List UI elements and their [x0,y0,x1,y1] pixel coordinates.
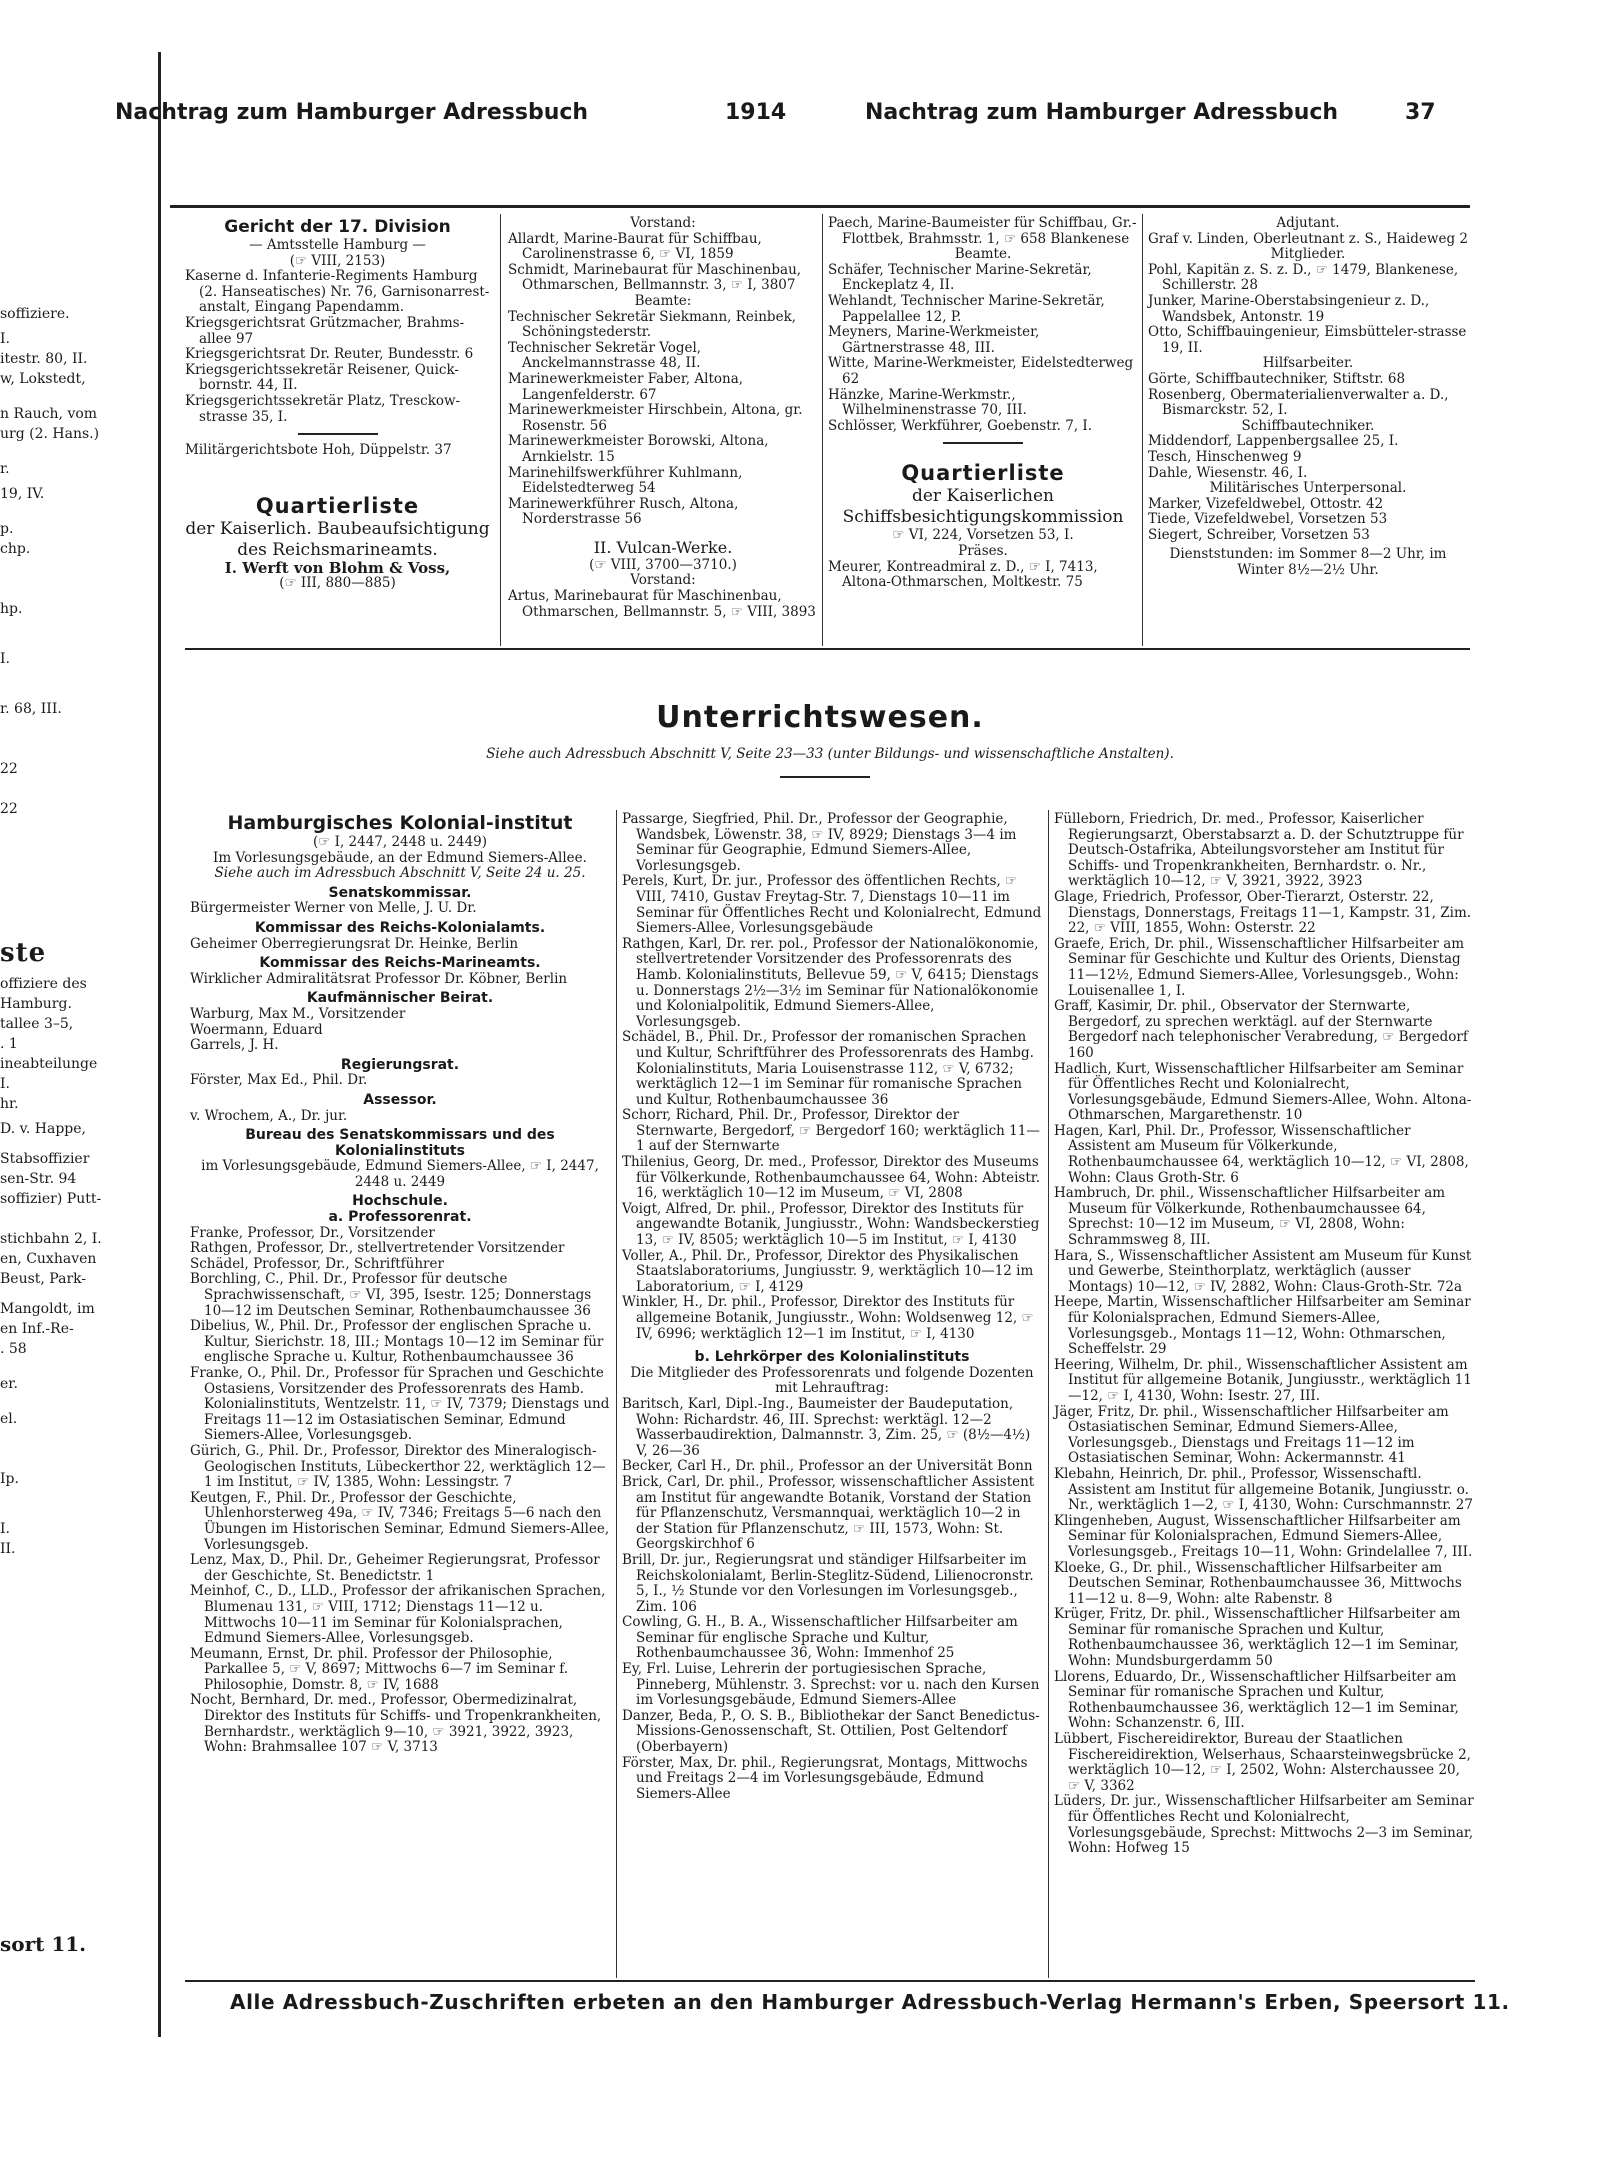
left-strip-fragment: . 1 [0,1036,18,1052]
entry: Krüger, Fritz, Dr. phil., Wissenschaftlicher Hilfsarbeiter am Seminar für romanische Sprachen und Kultur, Rothenbaumchaussee 36, werktäglich 12—1 im Seminar, Wohn: Mundsburgerdamm 50 [1054,1606,1461,1670]
entry: Kriegsgerichtsrat Dr. Reuter, Bundesstr. 6 [185,346,474,363]
top-column-1 [185,216,490,592]
entry: Meurer, Kontreadmiral z. D., ☞ I, 7413, Altona-Othmarschen, Moltkestr. 75 [828,558,1098,591]
institute-reference: Siehe auch im Adressbuch Abschnitt V, Seite 24 u. 25. [214,865,586,882]
entry: Tiede, Vizefeldwebel, Vorsetzen 53 [1148,511,1388,528]
column-separator [1048,810,1049,1978]
entry: Witte, Marine-Werkmeister, Eidelstedterweg 62 [828,355,1134,387]
entry: Marinehilfswerkführer Kuhlmann, Eidelstedterweg 54 [508,464,743,497]
label: Hilfsarbeiter. [1262,355,1354,372]
entry: Graf v. Linden, Oberleutnant z. S., Haideweg 2 [1148,230,1468,247]
entry: Marker, Vizefeldwebel, Ottostr. 42 [1148,495,1384,512]
divider [943,442,1023,444]
top-column-2 [508,216,818,620]
subheading: Kommissar des Reichs-Marineamts. [259,955,541,972]
left-strip-fragment: soffiziere. [0,306,70,322]
entry: Förster, Max, Dr. phil., Regierungsrat, Montags, Mittwochs und Freitags 2—4 im Vorlesungsgebäude, Edmund Siemers-Allee [622,1754,1028,1802]
header-year: 1914 [725,100,787,125]
entry: Geheimer Oberregierungsrat Dr. Heinke, Berlin [190,935,519,952]
subheading: Senatskommissar. [328,884,472,901]
left-strip-fragment: sort 11. [0,1932,87,1956]
entry: Meinhof, C., D., LLD., Professor der afrikanischen Sprachen, Blumenau 131, ☞ VIII, 1712; Dienstags 11—12 u. Mittwochs 10—11 im Seminar für Kolonialsprachen, Edmund Siemers-Allee, Vorlesungsgeb. [190,1583,606,1647]
entry: Paech, Marine-Baumeister für Schiffbau, Gr.-Flottbek, Brahmsstr. 1, ☞ 658 Blankenese [828,215,1137,247]
entry: Winkler, H., Dr. phil., Professor, Direktor des Instituts für allgemeine Botanik, Jungiusstr., Wohn: Woldsenweg 12, ☞ IV, 6996; werktäglich 12—1 im Institut, ☞ I, 4130 [622,1294,1034,1342]
entry: Technischer Sekretär Vogel, Anckelmannstrasse 48, II. [508,339,702,372]
label: Präses. [958,542,1008,559]
label: Beamte. [954,246,1012,263]
entry: Technischer Sekretär Siekmann, Reinbek, Schöningstederstr. [508,308,797,341]
entry: Klingenheben, August, Wissenschaftlicher Hilfsarbeiter am Seminar für Kolonialsprachen, Edmund Siemers-Allee, Vorlesungsgeb., Freitags 10—11, Wohn: Grindelallee 7, III. [1054,1512,1473,1560]
subheading: b. Lehrkörper des Kolonialinstituts [694,1349,970,1366]
entry: Marinewerkführer Rusch, Altona, Norderstrasse 56 [508,495,739,528]
entry: Marinewerkmeister Borowski, Altona, Arnkielstr. 15 [508,433,769,465]
bottom-column-1 [190,812,610,1756]
title-divider [780,776,870,778]
entry: Klebahn, Heinrich, Dr. phil., Professor, Wissenschaftl. Assistent am Institut für allgemeine Botanik, Jungiusstr. o. Nr., werktäglich 1—2, ☞ I, 4130, Wohn: Curschmannstr. 27 [1054,1465,1473,1514]
subheading: Kommissar des Reichs-Kolonialamts. [254,919,546,936]
left-strip-fragment: tallee 3–5, [0,1016,74,1032]
left-strip-fragment: 19, IV. [0,486,45,502]
section-title: Unterrichtswesen. [656,700,984,735]
entry: Otto, Schiffbauingenieur, Eimsbütteler-strasse 19, II. [1148,324,1467,356]
entry: Perels, Kurt, Dr. jur., Professor des öffentlichen Rechts, ☞ VIII, 7410, Gustav Freytag-Str. 7, Dienstags 10—11 im Seminar für Öffentliches Recht und Kolonialrecht, Edmund Siemers-Allee, Vorlesungsgebäude [622,873,1042,937]
entry: Militärgerichtsbote Hoh, Düppelstr. 37 [185,442,452,459]
left-strip-fragment: Stabsoffizier [0,1151,90,1167]
entry: Meyners, Marine-Werkmeister, Gärtnerstrasse 48, III. [828,324,1040,356]
header-page-number: 37 [1405,100,1436,125]
top-column-3 [828,216,1138,591]
entry: Junker, Marine-Oberstabsingenieur z. D., Wandsbek, Antonstr. 19 [1148,292,1430,325]
left-strip-fragment: itestr. 80, II. [0,351,88,367]
entry: Hara, S., Wissenschaftlicher Assistent am Museum für Kunst und Gewerbe, Steinthorplatz, werktäglich (ausser Montags) 10—12, ☞ IV, 2882, Wohn: Claus-Groth-Str. 72a [1054,1247,1472,1295]
entry: Warburg, Max M., Vorsitzender [190,1005,406,1022]
werft-phone: (☞ III, 880—885) [279,575,396,592]
header-right: Nachtrag zum Hamburger Adressbuch [865,100,1339,125]
left-strip-fragment: en, Cuxhaven [0,1251,97,1267]
left-strip-fragment: I. [0,1521,10,1537]
entry: Becker, Carl H., Dr. phil., Professor an der Universität Bonn [622,1458,1033,1475]
footer-notice: Alle Adressbuch-Zuschriften erbeten an den Hamburger Adressbuch-Verlag Hermann's Erben, Speersort 11. [230,1990,1510,2014]
column-separator [500,214,501,646]
entry: Hagen, Karl, Phil. Dr., Professor, Wissenschaftlicher Assistent am Museum für Völkerkunde, Rothenbaumchaussee 64, werktäglich 10—12, ☞ VI, 2808, Wohn: Claus Groth-Str. 6 [1054,1122,1469,1186]
label: Vorstand: [630,572,696,589]
entry: Schäfer, Technischer Marine-Sekretär, Enckeplatz 4, II. [828,261,1092,294]
left-strip-fragment: I. [0,331,10,347]
column-separator [616,810,617,1978]
entry: Gürich, G., Phil. Dr., Professor, Direktor des Mineralogisch-Geologischen Instituts, Lübeckerthor 22, werktäglich 12—1 im Institut, ☞ IV, 1385, Wohn: Lessingstr. 7 [190,1442,606,1491]
entry: Siegert, Schreiber, Vorsetzen 53 [1148,526,1370,543]
column-separator [822,214,823,646]
court-phone: (☞ VIII, 2153) [289,252,386,269]
entry: Glage, Friedrich, Professor, Ober-Tierarzt, Osterstr. 22, Dienstags, Donnerstags, Freitags 11—1, Kampstr. 31, Zim. 22, ☞ VIII, 1855, Wohn: Osterstr. 22 [1054,888,1472,937]
entry: Marinewerkmeister Hirschbein, Altona, gr. Rosenstr. 56 [508,402,803,434]
entry: Meumann, Ernst, Dr. phil. Professor der Philosophie, Parkallee 5, ☞ V, 8697; Mittwochs 6—7 im Seminar f. Philosophie, Domstr. 8, ☞ IV, 1688 [190,1645,569,1693]
entry: Woermann, Eduard [190,1021,323,1038]
quartierliste-subheading: der Kaiserlich. Baubeaufsichtigung des Reichsmarineamts. [185,518,490,560]
divider [298,433,378,435]
left-strip-fragment: 22 [0,801,18,817]
subheading: Kaufmännischer Beirat. [306,990,494,1007]
entry: Brick, Carl, Dr. phil., Professor, wissenschaftlicher Assistent am Institut für angewandte Botanik, Vorstand der Station für Pflanzenschutz, Versmannquai, werktäglich 10—2 in der Station für Pflanzenschutz, ☞ III, 1573, Wohn: St. Georgskirchhof 6 [622,1473,1035,1553]
label: Schiffbautechniker. [1241,417,1375,434]
header-left: Nachtrag zum Hamburger Adressbuch [115,100,589,125]
quartierliste-heading-1: Quartierliste [255,493,420,518]
entry: Thilenius, Georg, Dr. med., Professor, Direktor des Museums für Völkerkunde, Rothenbaumchaussee 64, Wohn: Abteistr. 16, werktäglich 10—12 im Museum, ☞ VI, 2808 [622,1154,1041,1202]
entry: v. Wrochem, A., Dr. jur. [190,1107,348,1124]
entry: Dahle, Wiesenstr. 46, I. [1148,464,1308,481]
entry: Kriegsgerichtsrat Grützmacher, Brahms-allee 97 [185,314,465,347]
left-strip-fragment: I. [0,1076,10,1092]
left-strip-fragment: r. 68, III. [0,701,62,717]
left-strip-fragment: urg (2. Hans.) [0,426,100,442]
court-heading: Gericht der 17. Division [224,217,451,237]
office-hours: Dienststunden: im Sommer 8—2 Uhr, im Winter 8½—2½ Uhr. [1169,546,1447,579]
entry: Kriegsgerichtssekretär Platz, Tresckow-strasse 35, I. [185,392,461,425]
entry: Kriegsgerichtssekretär Reisener, Quick-bornstr. 44, II. [185,361,459,394]
section-subtitle: Siehe auch Adressbuch Abschnitt V, Seite 23—33 (unter Bildungs- und wissenschaftliche Anstalten). [486,746,1174,762]
entry: Hambruch, Dr. phil., Wissenschaftlicher Hilfsarbeiter am Museum für Völkerkunde, Rothenbaumchaussee 64, Sprechst: 10—12 im Museum, ☞ VI, 2808, Wohn: Schrammsweg 8, III. [1054,1185,1446,1249]
left-strip-fragment: Ip. [0,1471,19,1487]
entry: Lenz, Max, D., Phil. Dr., Geheimer Regierungsrat, Professor der Geschichte, St. Benedictstr. 1 [190,1552,600,1584]
bottom-column-3 [1054,812,1474,1857]
entry: Franke, Professor, Dr., Vorsitzender [190,1224,435,1241]
left-page-strip [0,60,150,2040]
entry: Hadlich, Kurt, Wissenschaftlicher Hilfsarbeiter am Seminar für Öffentliches Recht und Kolonialrecht, Vorlesungsgebäude, Edmund Siemers-Allee, Wohn. Altona-Othmarschen, Margarethenstr. 10 [1054,1060,1472,1124]
left-strip-fragment: n Rauch, vom [0,406,98,422]
entry: Llorens, Eduardo, Dr., Wissenschaftlicher Hilfsarbeiter am Seminar für romanische Sprachen und Kultur, Rothenbaumchaussee 36, werktäglich 12—1 im Seminar, Wohn: Schanzenstr. 6, III. [1054,1668,1459,1732]
entry: Ey, Frl. Luise, Lehrerin der portugiesischen Sprache, Pinneberg, Mühlenstr. 3. Sprechst: vor u. nach den Kursen im Vorlesungsgebäude, Edmund Siemers-Allee [622,1661,1040,1709]
entry: Nocht, Bernhard, Dr. med., Professor, Obermedizinalrat, Direktor des Instituts für Schiffs- und Tropenkrankheiten, Bernhardstr., werktäglich 9—10, ☞ 3921, 3922, 3923, Wohn: Brahmsallee 107 ☞ V, 3713 [190,1692,602,1756]
entry: Dibelius, W., Phil. Dr., Professor der englischen Sprache u. Kultur, Sierichstr. 18, III.; Montags 10—12 im Seminar für englische Sprache u. Kultur, Rothenbaumchaussee 36 [190,1318,604,1366]
left-strip-fragment: sen-Str. 94 [0,1171,77,1187]
entry: Jäger, Fritz, Dr. phil., Wissenschaftlicher Hilfsarbeiter am Ostasiatischen Seminar, Edmund Siemers-Allee, Vorlesungsgeb., Dienstags und Freitags 11—12 im Ostasiatischen Seminar, Wohn: Ackermannstr. 41 [1054,1403,1449,1467]
entry: Artus, Marinebaurat für Maschinenbau, Othmarschen, Bellmannstr. 5, ☞ VIII, 3893 [508,588,816,620]
entry: Bürgermeister Werner von Melle, J. U. Dr. [190,900,477,917]
commission-phone: ☞ VI, 224, Vorsetzen 53, I. [892,527,1074,544]
left-strip-fragment: I. [0,651,10,667]
left-strip-fragment: soffizier) Putt- [0,1191,102,1207]
subheading: Hochschule. [352,1193,448,1210]
entry: Baritsch, Karl, Dipl.-Ing., Baumeister der Baudeputation, Wohn: Richardstr. 46, III. Sprechst: werktägl. 12—2 Wasserbaudirektion, Dalmannstr. 3, Zim. 25, ☞ (8½—4½) V, 26—36 [622,1395,1031,1459]
quartierliste-subheading: der Kaiserlichen Schiffsbesichtigungskommission [842,486,1124,528]
entry: im Vorlesungsgebäude, Edmund Siemers-Allee, ☞ I, 2447, 2448 u. 2449 [201,1158,599,1190]
top-column-4 [1148,216,1468,579]
entry: Rathgen, Professor, Dr., stellvertretender Vorsitzender [190,1240,565,1257]
left-strip-fragment: w, Lokstedt, [0,371,86,387]
court-subheading: — Amtsstelle Hamburg — [249,237,426,253]
left-strip-fragment: II. [0,1541,16,1557]
entry: Allardt, Marine-Baurat für Schiffbau, Carolinenstrasse 6, ☞ VI, 1859 [508,230,762,263]
quartierliste-heading-2: Quartierliste [901,461,1065,486]
subheading: Bureau des Senatskommissars und des Kolonialinstituts [245,1127,555,1159]
label: Militärisches Unterpersonal. [1209,480,1407,497]
left-strip-fragment: stichbahn 2, I. [0,1231,102,1247]
label: Beamte: [634,292,692,309]
left-strip-fragment: offiziere des [0,976,87,992]
entry: Middendorf, Lappenbergsallee 25, I. [1148,433,1399,450]
entry: Keutgen, F., Phil. Dr., Professor der Geschichte, Uhlenhorsterweg 49a, ☞ IV, 7346; Freitags 5—6 nach den Übungen im Historischen Seminar, Edmund Siemers-Allee, Vorlesungsgeb. [190,1489,610,1553]
left-strip-fragment: ineabteilunge [0,1056,98,1072]
bottom-column-2 [622,812,1042,1802]
running-header [115,100,1440,140]
entry: Görte, Schiffbautechniker, Stiftstr. 68 [1148,370,1406,387]
entry: Marinewerkmeister Faber, Altona, Langenfelderstr. 67 [508,370,744,403]
entry: Kloeke, G., Dr. phil., Wissenschaftlicher Hilfsarbeiter am Deutschen Seminar, Rothenbaumchaussee 36, Mittwochs 11—12 u. 8—9, Wohn: alte Rabenstr. 8 [1054,1559,1462,1607]
entry: Brill, Dr. jur., Regierungsrat und ständiger Hilfsarbeiter im Reichskolonialamt, Berlin-Steglitz-Südend, Lilienocronstr. 5, I., ½ Stunde vor den Vorlesungen im Vorlesungsgeb., Zim. 106 [622,1551,1034,1615]
left-strip-fragment: Hamburg. [0,996,72,1012]
left-strip-fragment: D. v. Happe, [0,1121,86,1137]
subheading: Regierungsrat. [340,1056,460,1073]
top-section-rule [185,648,1470,650]
institute-location: Im Vorlesungsgebäude, an der Edmund Siemers-Allee. [213,849,587,866]
entry: Schädel, B., Phil. Dr., Professor der romanischen Sprachen und Kultur, Schriftführer des Professorenrats des Hambg. Kolonialinstituts, Maria Louisenstrasse 112, ☞ V, 6732; werktäglich 12—1 im Seminar für romanische Sprachen und Kultur, Rothenbaumchaussee 36 [622,1029,1034,1108]
intro-text: Die Mitglieder des Professorenrats und folgende Dozenten mit Lehrauftrag: [630,1364,1034,1397]
entry: Hänzke, Marine-Werkmstr., Wilhelminenstrasse 70, III. [828,386,1027,419]
entry: Kaserne d. Infanterie-Regiments Hamburg (2. Hanseatisches) Nr. 76, Garnisonarrest-anstalt, Eingang Papendamm. [185,268,490,316]
entry: Heering, Wilhelm, Dr. phil., Wissenschaftlicher Assistent am Institut für allgemeine Botanik, Jungiusstr., werktäglich 11—12, ☞ I, 4130, Wohn: Isestr. 27, III. [1054,1356,1472,1404]
entry: Pohl, Kapitän z. S. z. D., ☞ 1479, Blankenese, Schillerstr. 28 [1148,261,1459,294]
subheading: a. Professorenrat. [328,1209,472,1226]
entry: Wehlandt, Technischer Marine-Sekretär, Pappelallee 12, P. [828,292,1105,325]
page-gutter-line [158,52,161,2037]
vulcan-phone: (☞ VIII, 3700—3710.) [589,556,737,573]
entry: Franke, O., Phil. Dr., Professor für Sprachen und Geschichte Ostasiens, Vorsitzender des Professorenrats des Hamb. Kolonialinstituts, Wentzelstr. 11, ☞ IV, 7379; Dienstags und Freitags 11—12 im Ostasiatischen Seminar, Edmund Siemers-Allee, Vorlesungsgeb. [190,1365,610,1444]
entry: Rosenberg, Obermaterialienverwalter a. D., Bismarckstr. 52, I. [1148,386,1449,419]
left-strip-fragment: 22 [0,761,18,777]
entry: Voigt, Alfred, Dr. phil., Professor, Direktor des Instituts für angewandte Botanik, Jungiusstr., Wohn: Wandsbeckerstieg 13, ☞ IV, 8505; werktäglich 10—5 im Institut, ☞ I, 4130 [622,1200,1040,1249]
left-strip-fragment: el. [0,1411,18,1427]
left-strip-fragment: Mangoldt, im [0,1301,95,1317]
entry: Fülleborn, Friedrich, Dr. med., Professor, Kaiserlicher Regierungsarzt, Oberstabsarzt a. D. der Schutztruppe für Deutsch-Ostafrika, Abteilungsvorsteher am Institut für Schiffs- und Tropenkrankheiten, Bernhardstr. o. Nr., werktäglich 10—12, ☞ V, 3921, 3922, 3923 [1054,811,1464,890]
entry: Cowling, G. H., B. A., Wissenschaftlicher Hilfsarbeiter am Seminar für englische Sprache und Kultur, Rothenbaumchaussee 36, Wohn: Immenhof 25 [622,1614,1018,1662]
footer-rule [185,1980,1475,1982]
label: Adjutant. [1276,215,1340,231]
entry: Schlösser, Werkführer, Goebenstr. 7, I. [828,417,1093,434]
entry: Lübbert, Fischereidirektor, Bureau der Staatlichen Fischereidirektion, Welserhaus, Schaarsteinwegsbrücke 2, werktäglich 10—12, ☞ I, 2502, Wohn: Alsterchaussee 20, ☞ V, 3362 [1054,1731,1471,1794]
entry: Schorr, Richard, Phil. Dr., Professor, Direktor der Sternwarte, Bergedorf, ☞ Bergedorf 160; werktäglich 11—1 auf der Sternwarte [622,1107,1040,1155]
entry: Graefe, Erich, Dr. phil., Wissenschaftlicher Hilfsarbeiter am Seminar für Geschichte und Kultur des Orients, Dienstag 11—12½, Edmund Siemers-Allee, Vorlesungsgeb., Wohn: Louisenallee 1, I. [1054,935,1465,999]
label: Vorstand: [630,215,696,231]
vulcan-heading: II. Vulcan-Werke. [593,537,733,557]
label: Mitglieder. [1270,246,1346,263]
entry: Passarge, Siegfried, Phil. Dr., Professor der Geographie, Wandsbek, Löwenstr. 38, ☞ IV, 8929; Dienstags 3—4 im Seminar für Geographie, Edmund Siemers-Allee, Vorlesungsgeb. [622,811,1017,874]
entry: Heepe, Martin, Wissenschaftlicher Hilfsarbeiter am Seminar für Kolonialsprachen, Edmund Siemers-Allee, Vorlesungsgeb., Montags 11—12, Wohn: Othmarschen, Scheffelstr. 29 [1054,1294,1471,1358]
column-separator [1142,214,1143,646]
left-strip-fragment: ste [0,938,47,968]
left-strip-fragment: er. [0,1376,18,1392]
left-strip-fragment: en Inf.-Re- [0,1321,74,1337]
institute-heading: Hamburgisches Kolonial-institut [227,812,573,834]
left-strip-fragment: . 58 [0,1341,27,1357]
header-rule [170,205,1470,208]
subheading: Assessor. [363,1091,437,1108]
entry: Danzer, Beda, P., O. S. B., Bibliothekar der Sanct Benedictus-Missions-Genossenschaft, St. Ottilien, Post Geltendorf (Oberbayern) [622,1707,1040,1756]
entry: Förster, Max Ed., Phil. Dr. [190,1072,368,1089]
entry: Borchling, C., Phil. Dr., Professor für deutsche Sprachwissenschaft, ☞ VI, 395, Isestr. 125; Donnerstags 10—12 im Deutschen Seminar, Rothenbaumchaussee 36 [190,1271,592,1319]
left-strip-fragment: p. [0,521,14,537]
werft-name: I. Werft von Blohm & Voss, [224,558,451,577]
left-strip-fragment: hp. [0,601,23,617]
entry: Rathgen, Karl, Dr. rer. pol., Professor der Nationalökonomie, stellvertretender Vorsitzender des Professorenrats des Hamb. Kolonialinstituts, Bellevue 59, ☞ V, 6415; Dienstags u. Donnerstags 2½—3½ im Seminar für Nationalökonomie und Kolonialpolitik, Edmund Siemers-Allee, Vorlesungsgeb. [622,935,1039,1030]
entry: Tesch, Hinschenweg 9 [1148,448,1302,465]
left-strip-fragment: chp. [0,541,31,557]
entry: Schmidt, Marinebaurat für Maschinenbau, Othmarschen, Bellmannstr. 3, ☞ I, 3807 [508,261,802,294]
left-strip-fragment: Beust, Park- [0,1271,87,1287]
entry: Graff, Kasimir, Dr. phil., Observator der Sternwarte, Bergedorf, zu sprechen werktägl. auf der Sternwarte Bergedorf nach telephonischer Verabredung, ☞ Bergedorf 160 [1054,998,1468,1061]
entry: Schädel, Professor, Dr., Schriftführer [190,1255,444,1272]
left-strip-fragment: r. [0,461,10,477]
entry: Lüders, Dr. jur., Wissenschaftlicher Hilfsarbeiter am Seminar für Öffentliches Recht und Kolonialrecht, Vorlesungsgebäude, Sprechst: Mittwochs 2—3 im Seminar, Wohn: Hofweg 15 [1054,1793,1474,1857]
entry: Wirklicher Admiralitätsrat Professor Dr. Köbner, Berlin [190,970,568,987]
entry: Garrels, J. H. [190,1037,279,1054]
entry: Voller, A., Phil. Dr., Professor, Direktor des Physikalischen Staatslaboratoriums, Jungiusstr. 9, werktäglich 10—12 im Laboratorium, ☞ I, 4129 [622,1247,1034,1295]
institute-phone: (☞ I, 2447, 2448 u. 2449) [312,834,488,850]
left-strip-fragment: hr. [0,1096,19,1112]
